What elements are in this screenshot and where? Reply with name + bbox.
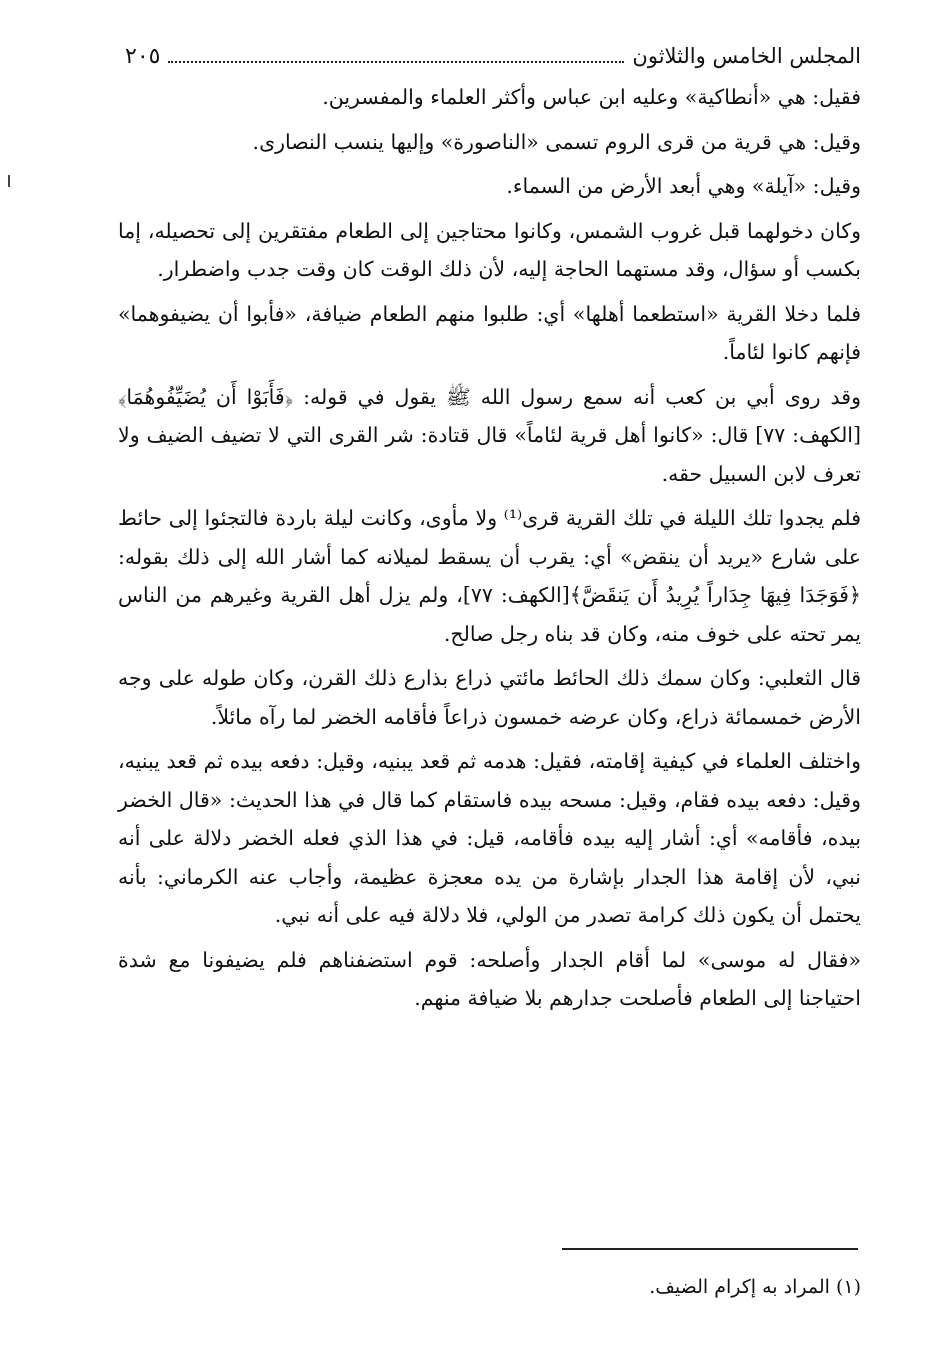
- page-number: ٢٠٥: [125, 43, 161, 69]
- header-dotted-leader: [168, 61, 624, 63]
- paragraph-9: واختلف العلماء في كيفية إقامته، فقيل: هدمه ثم قعد يبنيه، وقيل: دفعه بيده ثم قعد يبنيه، وقيل: دفعه بيده فقام، وقيل: مسحه بيده فاستقام كما قال في هذا الحديث: «قال الخضر بيده، فأقامه» أي: أشار إليه بيده فأقامه، قيل: في هذا الذي فعله الخضر دلالة على أنه نبي، لأن إقامة هذا الجدار بإشارة من يده معجزة عظيمة، وأجاب عنه الكرماني: بأنه يحتمل أن يكون ذلك كرامة تصدر من الولي، فلا دلالة فيه على أنه نبي.: [118, 749, 861, 927]
- paragraph-4: وكان دخولهما قبل غروب الشمس، وكانوا محتاجين إلى الطعام مفتقرين إلى تحصيله، إما بكسب أو سؤال، وقد مستهما الحاجة إليه، لأن ذلك الوقت كان وقت جدب واضطرار.: [118, 218, 861, 281]
- main-text: [118, 78, 861, 1024]
- scan-edge-mark: [8, 175, 10, 187]
- footnote-separator: [562, 1248, 858, 1250]
- paragraph-7: فلم يجدوا تلك الليلة في تلك القرية قرى⁽¹⁾ ولا مأوى، وكانت ليلة باردة فالتجئوا إلى حائط على شارع «يريد أن ينقض» أي: يقرب أن يسقط لميلانه كما أشار الله إلى ذلك بقوله: ﴿فَوَجَدَا فِيهَا جِدَاراً يُرِيدُ أَن يَنقَضَّ﴾[الكهف: ٧٧]، ولم يزل أهل القرية وغيرهم من الناس يمر تحته على خوف منه، وكان قد بناه رجل صالح.: [118, 506, 861, 646]
- paragraph-6: وقد روى أبي بن كعب أنه سمع رسول الله ﷺ يقول في قوله: ﴿فَأَبَوْا أَن يُضَيِّفُوهُمَا﴾[الكهف: ٧٧] قال: «كانوا أهل قرية لئاماً» قال قتادة: شر القرى التي لا تضيف الضيف ولا تعرف لابن السبيل حقه.: [118, 384, 862, 486]
- paragraph-8: قال الثعلبي: وكان سمك ذلك الحائط مائتي ذراع بذارع ذلك القرن، وكان طوله على وجه الأرض خمسمائة ذراع، وكان عرضه خمسون ذراعاً فأقامه الخضر لما رآه مائلاً.: [118, 666, 861, 729]
- paragraph-5: فلما دخلا القرية «استطعما أهلها» أي: طلبوا منهم الطعام ضيافة، «فأبوا أن يضيفوهما» فإنهم كانوا لئاماً.: [118, 301, 861, 364]
- paragraph-1: فقيل: هي «أنطاكية» وعليه ابن عباس وأكثر العلماء والمفسرين.: [322, 85, 861, 109]
- footnote: (١) المراد به إكرام الضيف.: [649, 1276, 861, 1298]
- paragraph-3: وقيل: «آيلة» وهي أبعد الأرض من السماء.: [506, 174, 861, 198]
- paragraph-2: وقيل: هي قرية من قرى الروم تسمى «الناصورة» وإليها ينسب النصارى.: [252, 129, 861, 154]
- running-header: [125, 40, 861, 72]
- chapter-title: المجلس الخامس والثلاثون: [632, 44, 861, 68]
- paragraph-10: «فقال له موسى» لما أقام الجدار وأصلحه: قوم استضفناهم فلم يضيفونا مع شدة احتياجنا إلى الطعام فأصلحت جدارهم بلا ضيافة منهم.: [118, 947, 861, 1010]
